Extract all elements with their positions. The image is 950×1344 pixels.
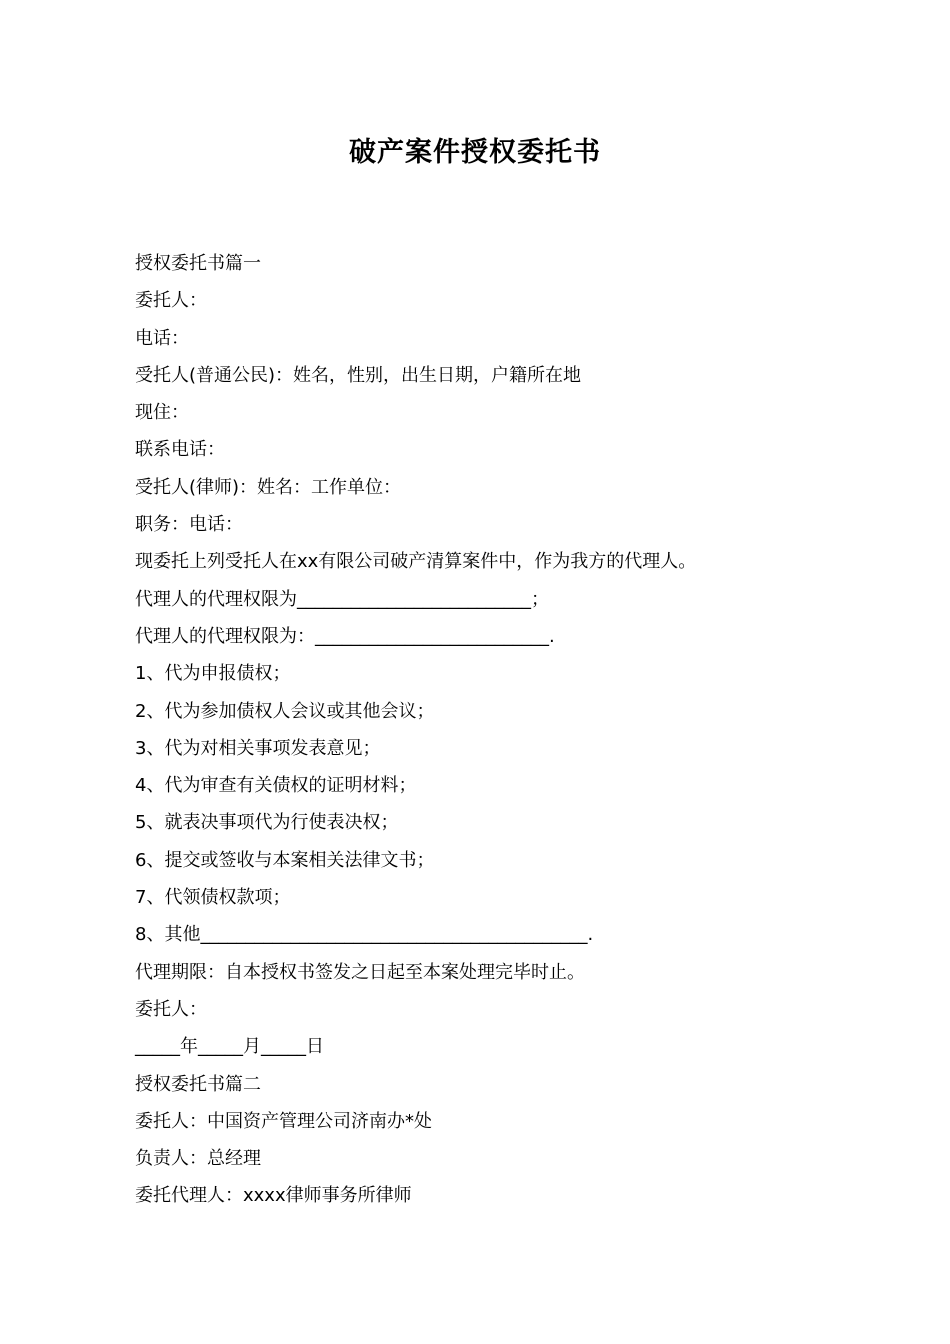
- authority-item-4: 4、代为审查有关债权的证明材料；: [135, 775, 417, 797]
- authority-item-1: 1、代为申报债权；: [135, 663, 291, 685]
- authority-line-2: 代理人的代理权限为：__________________________.: [135, 625, 555, 647]
- entrustment-statement: 现委托上列受托人在xx有限公司破产清算案件中，作为我方的代理人。: [135, 551, 697, 573]
- section-heading-2: 授权委托书篇二: [135, 1073, 261, 1095]
- authority-line-1: 代理人的代理权限为__________________________；: [135, 588, 549, 610]
- contact-phone-line: 联系电话：: [135, 439, 225, 461]
- authority-item-5: 5、就表决事项代为行使表决权；: [135, 812, 399, 834]
- trustee-lawyer-line: 受托人(律师)：姓名：工作单位：: [135, 476, 402, 498]
- date-line: _____年_____月_____日: [135, 1036, 324, 1058]
- document-body: [135, 245, 855, 1215]
- agency-period-line: 代理期限：自本授权书签发之日起至本案处理完毕时止。: [135, 961, 585, 983]
- authority-item-7: 7、代领债权款项；: [135, 887, 291, 909]
- phone-line: 电话：: [135, 327, 189, 349]
- section-heading-1: 授权委托书篇一: [135, 253, 261, 274]
- residence-line: 现住：: [135, 402, 189, 424]
- agent-line: 委托代理人：xxxx律师事务所律师: [135, 1185, 412, 1207]
- authority-item-3: 3、代为对相关事项发表意见；: [135, 737, 381, 759]
- authority-item-6: 6、提交或签收与本案相关法律文书；: [135, 849, 435, 871]
- authority-item-8: 8、其他___________________________________________.: [135, 924, 594, 946]
- responsible-person-line: 负责人：总经理: [135, 1148, 261, 1170]
- trustee-citizen-line: 受托人(普通公民)：姓名，性别，出生日期，户籍所在地: [135, 364, 582, 386]
- signature-client-line: 委托人：: [135, 998, 207, 1020]
- authority-item-2: 2、代为参加债权人会议或其他会议；: [135, 700, 435, 722]
- client-line-2: 委托人：中国资产管理公司济南办*处: [135, 1110, 432, 1132]
- document-title: 破产案件授权委托书: [349, 137, 601, 168]
- position-phone-line: 职务：电话：: [135, 514, 243, 536]
- client-line: 委托人：: [135, 290, 207, 312]
